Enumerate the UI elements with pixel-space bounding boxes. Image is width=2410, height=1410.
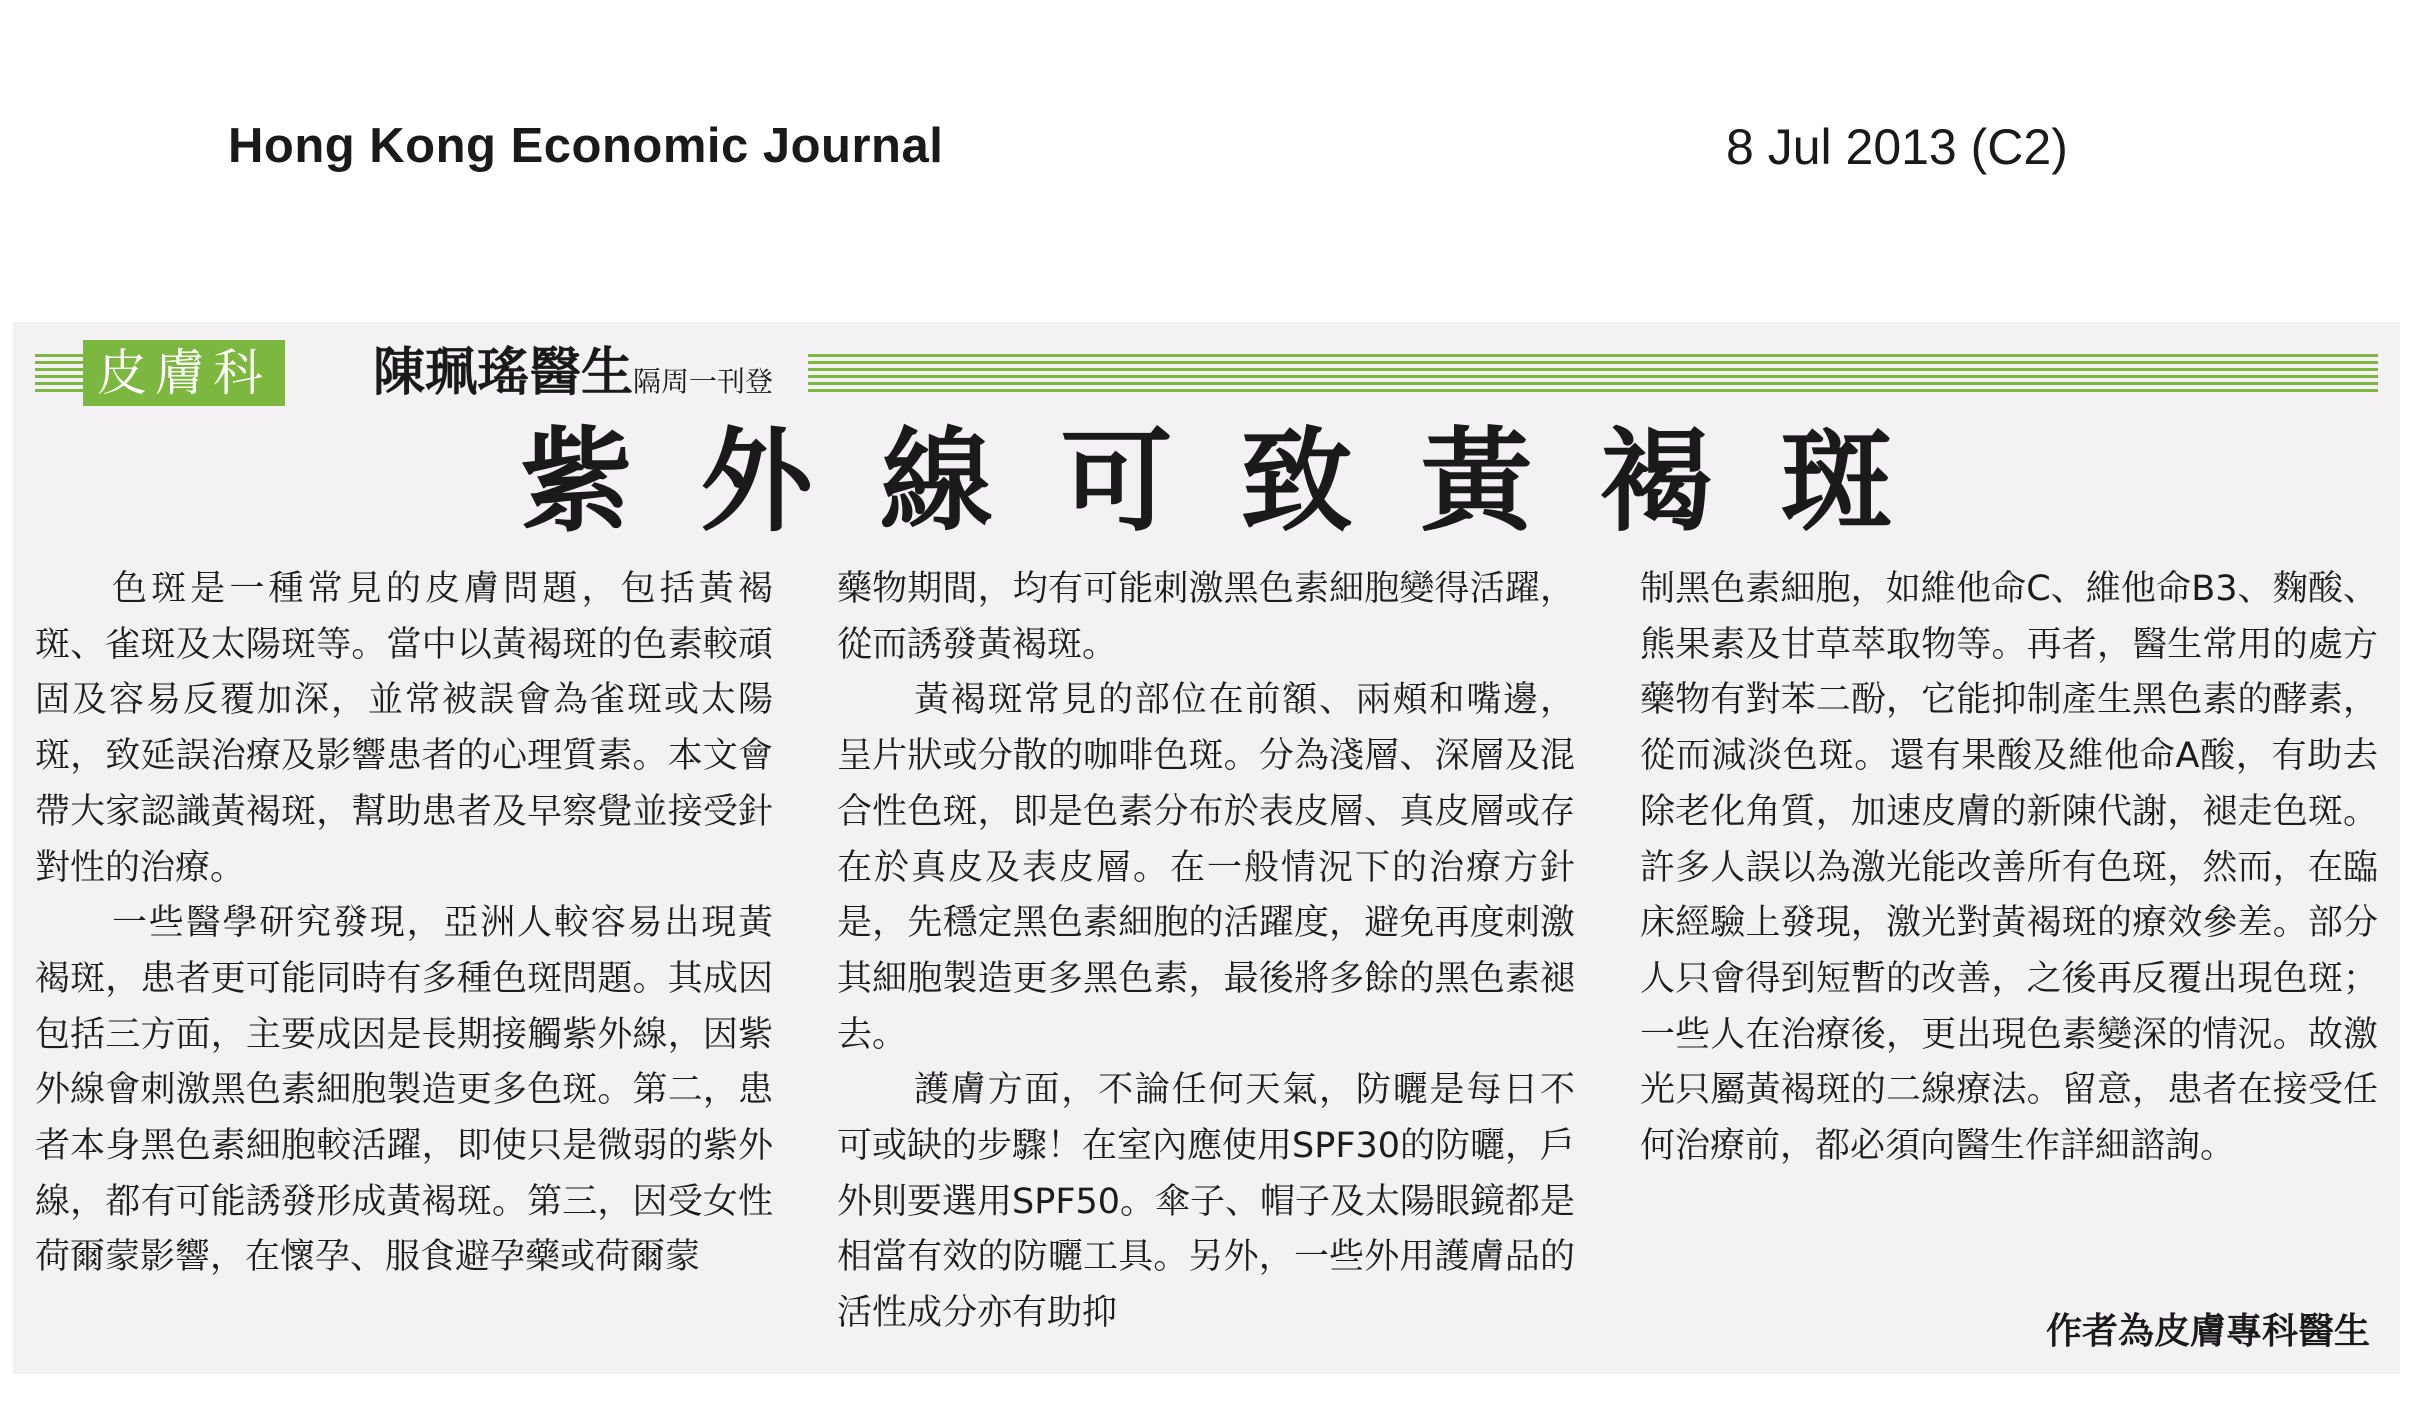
column-schedule: 隔周一刊登 — [633, 365, 774, 398]
column-header — [13, 340, 2400, 406]
column-tag: 皮膚科 — [83, 340, 285, 406]
article-byline: 作者為皮膚專科醫生 — [2045, 1311, 2370, 1352]
article-paragraph: 制黑色素細胞，如維他命C、維他命B3、麴酸、熊果素及甘草萃取物等。再者，醫生常用的處方藥物有對苯二酚，它能抑制產生黑色素的酵素，從而減淡色斑。還有果酸及維他命A酸，有助去除老化角質，加速皮膚的新陳代謝，褪走色斑。許多人誤以為激光能改善所有色斑，然而，在臨床經驗上發現，激光對黃褐斑的療效參差。部分人只會得到短暫的改善，之後再反覆出現色斑；一些人在治療後，更出現色素變深的情況。故激光只屬黃褐斑的二線療法。留意，患者在接受任何治療前，都必須向醫生作詳細諮詢。 — [1640, 569, 2378, 1167]
header-stripe-left — [35, 354, 83, 392]
masthead-publication: Hong Kong Economic Journal — [228, 119, 944, 173]
article-paragraph: 藥物期間，均有可能刺激黑色素細胞變得活躍，從而誘發黃褐斑。 — [837, 569, 1575, 665]
article-paragraph: 黃褐斑常見的部位在前額、兩頰和嘴邊，呈片狀或分散的咖啡色斑。分為淺層、深層及混合性色斑，即是色素分布於表皮層、真皮層或存在於真皮及表皮層。在一般情況下的治療方針是，先穩定黑色素細胞的活躍度，避免再度刺激其細胞製造更多黑色素，最後將多餘的黑色素褪去。 — [837, 680, 1575, 1055]
article-column-2 — [837, 562, 1575, 1334]
masthead-date: 8 Jul 2013 (C2) — [1726, 119, 2068, 175]
article-paragraph: 一些醫學研究發現，亞洲人較容易出現黃褐斑，患者更可能同時有多種色斑問題。其成因包括三方面，主要成因是長期接觸紫外線，因紫外線會刺激黑色素細胞製造更多色斑。第二，患者本身黑色素細胞較活躍，即使只是微弱的紫外線，都有可能誘發形成黃褐斑。第三，因受女性荷爾蒙影響，在懷孕、服食避孕藥或荷爾蒙 — [35, 903, 773, 1278]
article-column-1 — [35, 562, 773, 1278]
header-stripe-right — [808, 354, 2378, 392]
column-author: 陳珮瑤醫生 — [373, 343, 634, 403]
article-headline: 紫外線可致黃褐斑 — [520, 416, 1961, 547]
article-paragraph: 護膚方面，不論任何天氣，防曬是每日不可或缺的步驟！在室內應使用SPF30的防曬，戶外則要選用SPF50。傘子、帽子及太陽眼鏡都是相當有效的防曬工具。另外，一些外用護膚品的活性成分亦有助抑 — [837, 1070, 1575, 1334]
article-column-3 — [1640, 562, 2378, 1272]
newspaper-clipping — [13, 322, 2400, 1374]
article-paragraph: 色斑是一種常見的皮膚問題，包括黃褐斑、雀斑及太陽斑等。當中以黃褐斑的色素較頑固及容易反覆加深，並常被誤會為雀斑或太陽斑，致延誤治療及影響患者的心理質素。本文會帶大家認識黃褐斑，幫助患者及早察覺並接受針對性的治療。 — [35, 569, 773, 888]
